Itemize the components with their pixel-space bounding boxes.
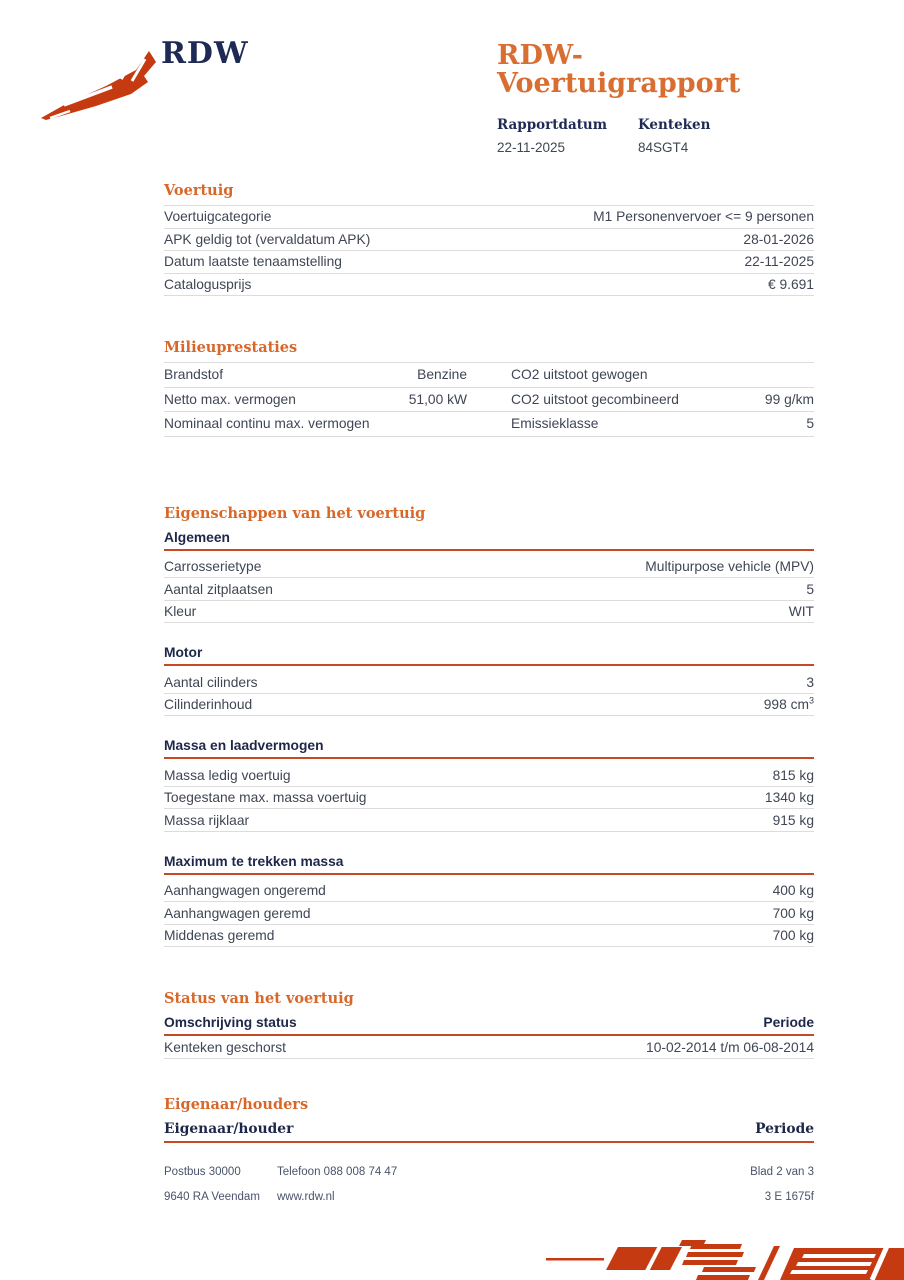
license-plate-block [638,117,710,155]
row-value: 815 kg [772,767,814,783]
row-label: Catalogusprijs [164,276,252,292]
section-title-milieuprestaties: Milieuprestaties [164,339,814,363]
row-value: 3 [806,674,814,690]
footer-address-line2: 9640 RA Veendam [164,1191,260,1203]
row-label: Kenteken geschorst [164,1039,286,1055]
table-row [164,787,814,810]
row-label: Emissieklasse [511,416,599,432]
row-label: Nominaal continu max. vermogen [164,416,370,432]
row-label: Voertuigcategorie [164,209,272,225]
column-label: Eigenaar/houder [164,1120,294,1137]
row-value: € 9.691 [767,276,814,292]
row-label: Aanhangwagen ongeremd [164,883,326,899]
report-meta [497,117,817,155]
row-value: 5 [806,416,814,432]
row-label: CO2 uitstoot gecombineerd [511,391,679,407]
page-title: RDW-Voertuigrapport [497,40,741,100]
row-value: 99 g/km [764,391,814,407]
table-row [164,274,814,297]
section-voertuig [164,206,814,296]
row-value: 700 kg [772,928,814,944]
row-label: Aantal zitplaatsen [164,581,273,597]
table-row [164,601,814,624]
table-row [164,880,814,903]
footer-phone: Telefoon 088 008 74 47 [277,1166,398,1178]
row-value: Benzine [417,367,467,383]
table-row [164,229,814,252]
subsection-title: Maximum te trekken massa [164,854,814,875]
row-label: Massa rijklaar [164,812,250,828]
row-value: WIT [788,604,814,620]
footer-page-indicator: Blad 2 van 3 [750,1166,814,1178]
table-row [164,925,814,948]
row-label: Netto max. vermogen [164,391,296,407]
row-value: 5 [806,581,814,597]
row-label: Cilinderinhoud [164,697,253,713]
table-row [164,578,814,601]
section-eigenaar [164,1121,814,1143]
section-title-voertuig: Voertuig [164,182,814,206]
subsection-trekken [164,854,814,948]
row-label: APK geldig tot (vervaldatum APK) [164,231,371,247]
row-label: Massa ledig voertuig [164,767,291,783]
superscript: 3 [808,695,814,706]
table-row [164,251,814,274]
status-columns-header [164,1015,814,1036]
subsection-title: Algemeen [164,530,814,551]
footer-doc-code: 3 E 1675f [764,1191,814,1203]
section-title-status: Status van het voertuig [164,990,354,1008]
row-label: Datum laatste tenaamstelling [164,254,342,270]
footer-address-line1: Postbus 30000 [164,1166,241,1178]
eigenaar-columns-header [164,1121,814,1143]
table-row [164,671,814,694]
report-date-value: 22-11-2025 [497,139,566,155]
row-label: Middenas geremd [164,928,275,944]
table-row [164,809,814,832]
row-value: 700 kg [772,905,814,921]
row-value: 22-11-2025 [744,254,814,270]
table-row [164,363,814,388]
column-label: Periode [763,1015,814,1031]
license-plate-label: Kenteken [638,116,711,133]
section-milieuprestaties [164,363,814,437]
page-footer [164,1166,814,1203]
subsection-algemeen [164,530,814,624]
table-row [164,412,814,437]
subsection-massa [164,738,814,832]
row-value: 915 kg [772,812,814,828]
section-title-eigenschappen: Eigenschappen van het voertuig [164,504,426,522]
row-label: Toegestane max. massa voertuig [164,790,367,806]
row-value: M1 Personenvervoer <= 9 personen [593,209,814,225]
table-row [164,902,814,925]
table-row [164,764,814,787]
report-body [164,182,814,1143]
row-label: Aantal cilinders [164,674,258,690]
row-value: 1340 kg [764,790,814,806]
section-status [164,1015,814,1059]
row-label: CO2 uitstoot gewogen [511,367,648,383]
report-header [497,42,817,155]
table-row [164,388,814,413]
section-title-eigenaar: Eigenaar/houders [164,1095,309,1113]
row-value: Multipurpose vehicle (MPV) [645,559,814,575]
row-label: Carrosserietype [164,559,262,575]
row-value: 51,00 kW [408,391,467,407]
row-value: 28-01-2026 [743,231,814,247]
row-value: 10-02-2014 t/m 06-08-2014 [646,1039,814,1055]
subsection-motor [164,645,814,716]
rdw-logo-text: RDW [161,36,249,71]
report-date-label: Rapportdatum [497,116,608,133]
subsection-title: Motor [164,645,814,666]
rdw-feather-logo-icon [36,42,171,127]
table-row [164,206,814,229]
subsection-title: Massa en laadvermogen [164,738,814,759]
row-value: 998 $cm^3$ [763,695,814,713]
row-label: Brandstof [164,367,224,383]
footer-website: www.rdw.nl [277,1191,335,1203]
table-row [164,694,814,717]
column-label: Omschrijving status [164,1015,297,1031]
table-row [164,1036,814,1059]
license-plate-value: 84SGT4 [638,139,689,155]
rdw-speed-stripes-graphic [532,1234,904,1280]
row-label: Kleur [164,604,197,620]
table-row [164,556,814,579]
column-label: Periode [755,1120,814,1137]
report-date-block [497,117,638,155]
row-label: Aanhangwagen geremd [164,905,311,921]
row-value: 400 kg [772,883,814,899]
